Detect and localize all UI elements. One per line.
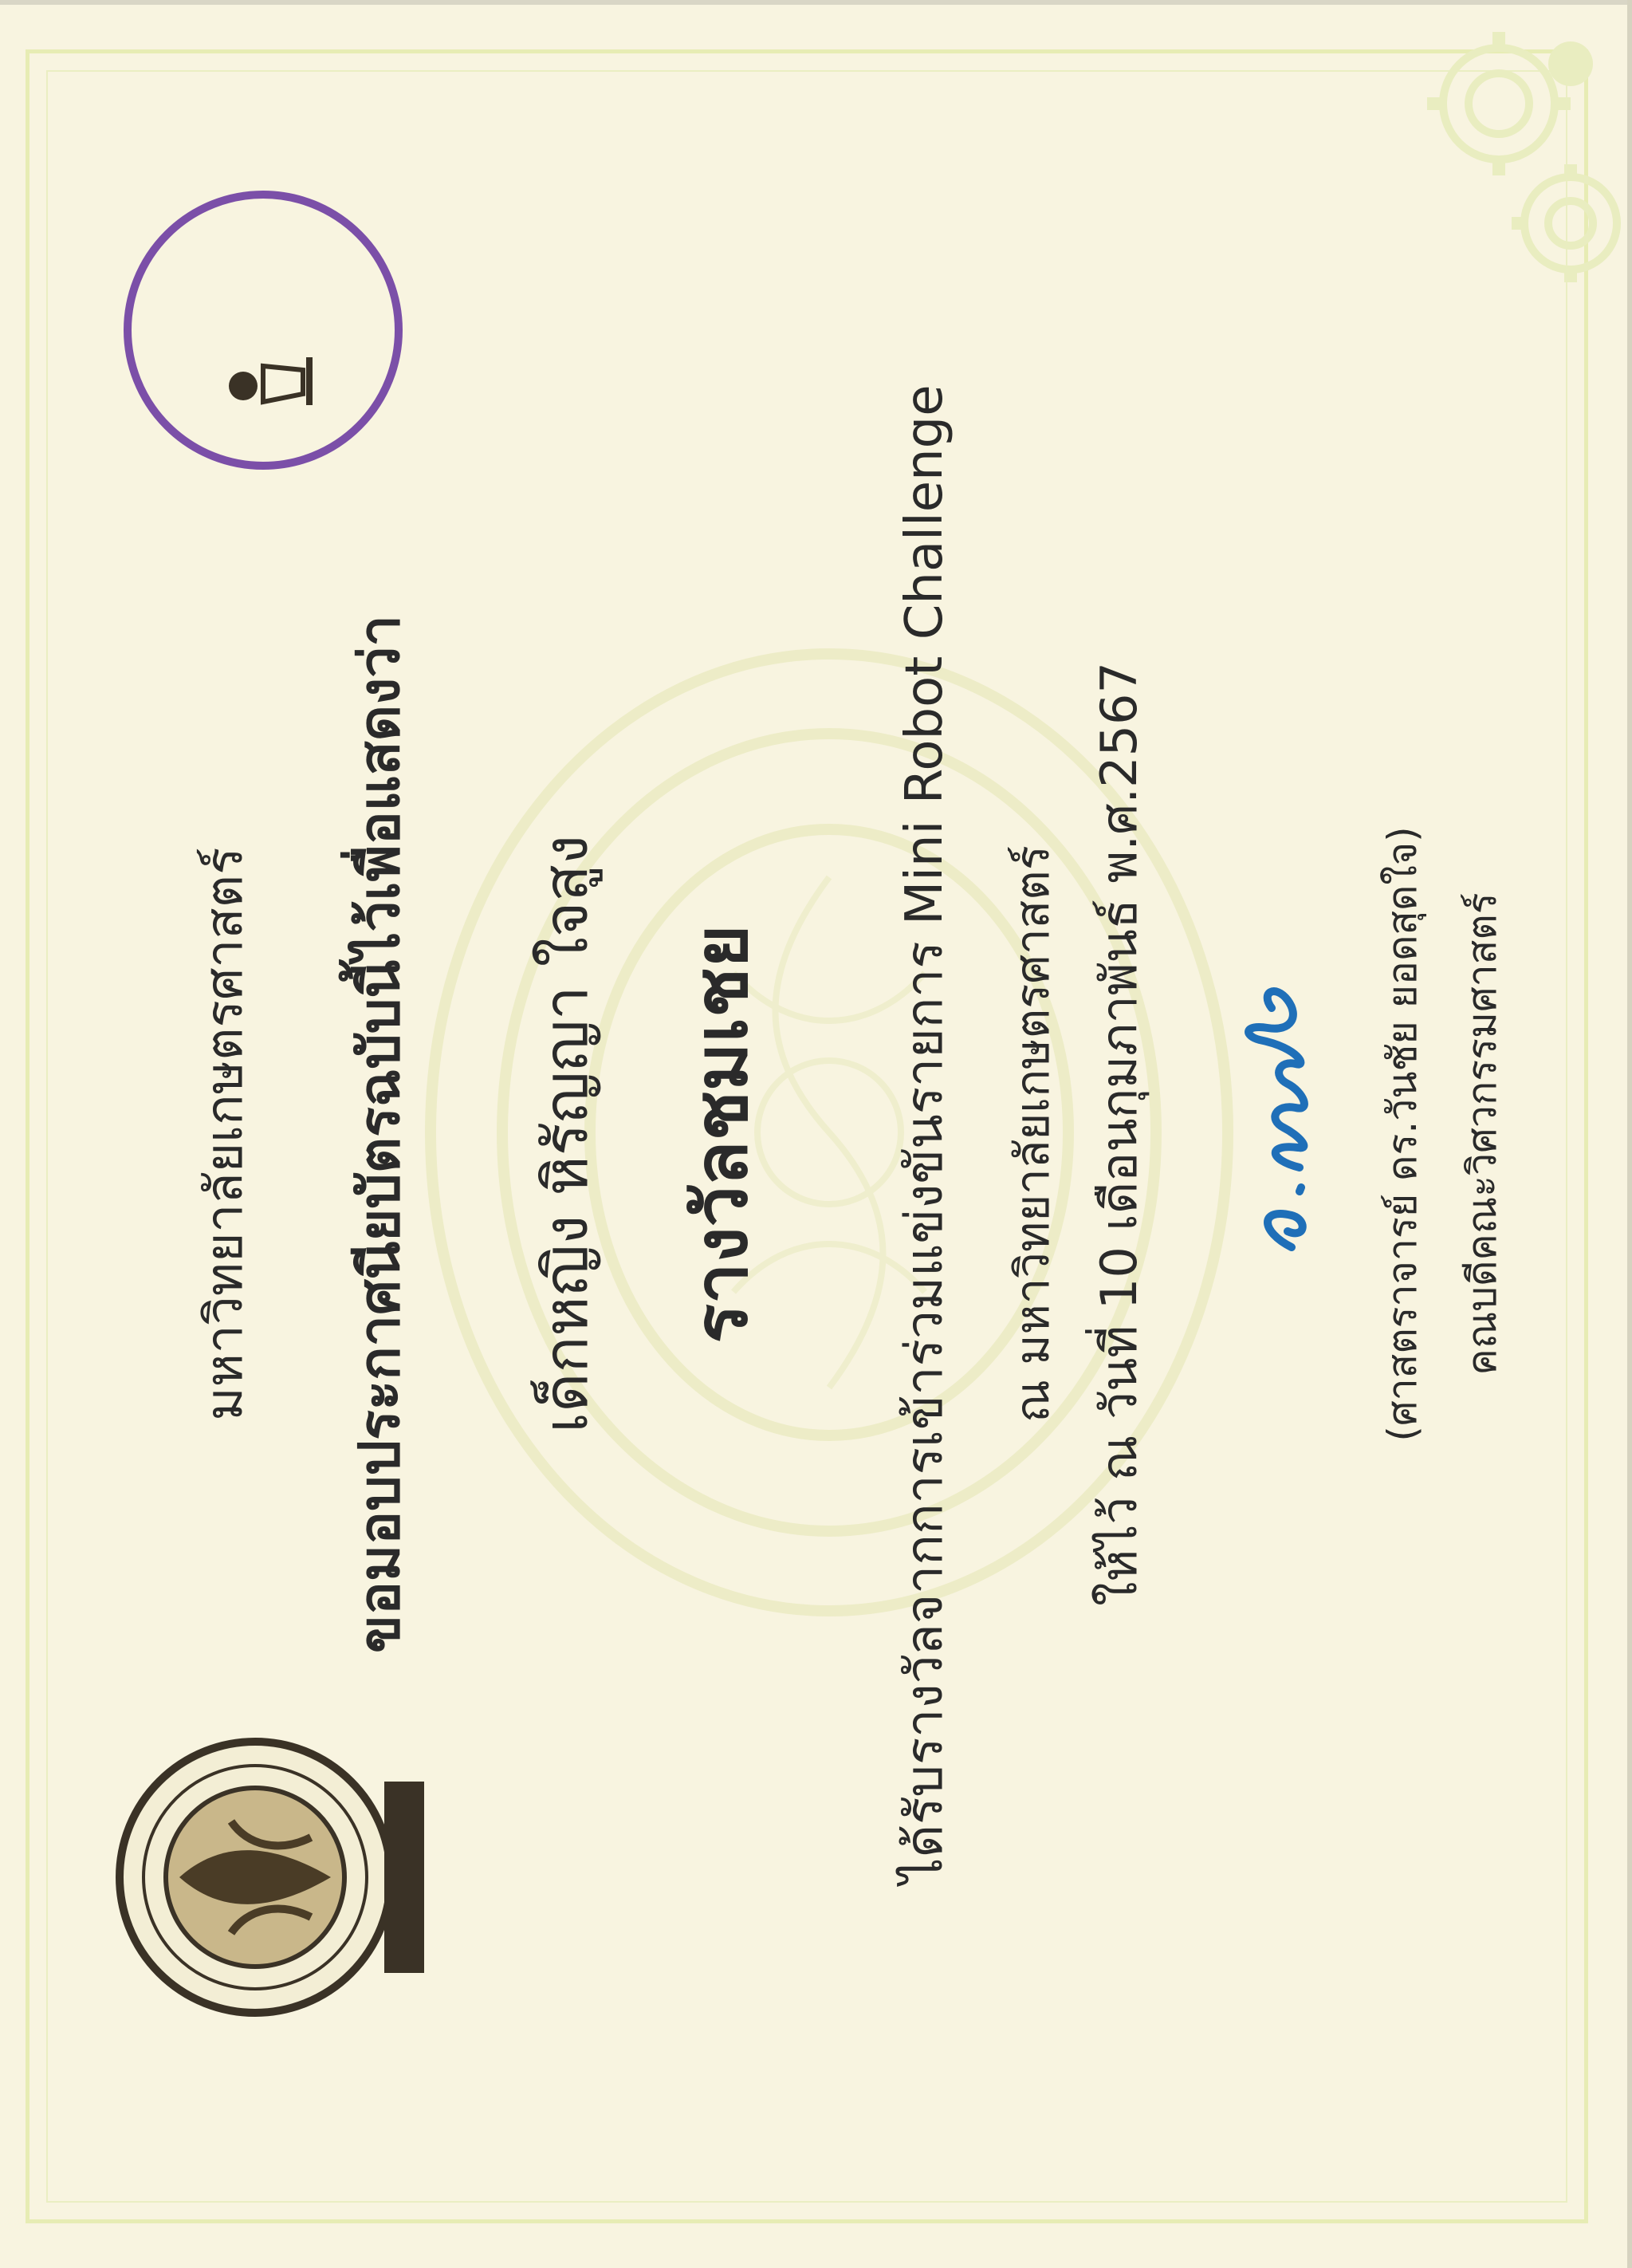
signer-name: (ศาสตราจารย์ ดร.วันชัย ยอดสุดใจ) — [1379, 826, 1426, 1442]
university-name: มหาวิทยาลัยเกษตรศาสตร์ — [195, 847, 254, 1421]
venue-line: ณ มหาวิทยาลัยเกษตรศาสตร์ — [1005, 845, 1060, 1423]
presents-statement: ขอมอบประกาศนียบัตรฉบับนี้ไว้เพื่อแสดงว่า — [347, 615, 412, 1653]
recipient-name: เด็กหญิง หิรัญญา ใจสูง — [530, 835, 601, 1433]
signer-role: คณบดีคณะวิศวกรรมศาสตร์ — [1459, 892, 1505, 1376]
award-detail: ได้รับรางวัลจากการเข้าร่วมแข่งขันรายการ Mini Robot Challenge — [895, 384, 954, 1884]
dean-signature — [1212, 960, 1331, 1263]
award-title: รางวัลชมเชย — [678, 924, 764, 1344]
issue-date: ให้ไว้ ณ วันที่ 10 เดือนกุมภาพันธ์ พ.ศ.2567 — [1090, 662, 1148, 1606]
